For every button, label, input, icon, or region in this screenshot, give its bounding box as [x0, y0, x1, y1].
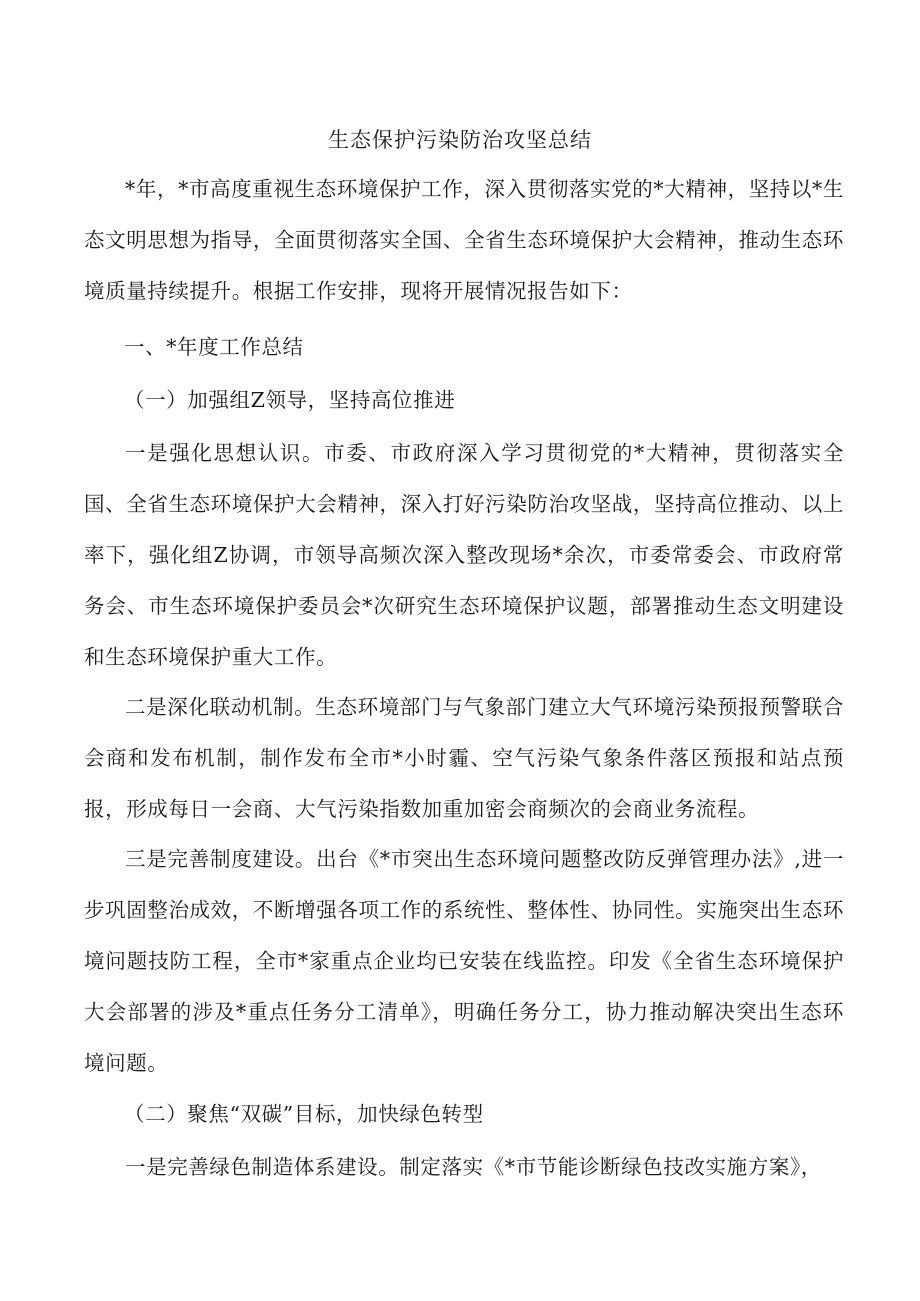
- paragraph-linkage-mechanism: 二是深化联动机制。生态环境部门与气象部门建立大气环境污染预报预警联合会商和发布机制，制作发布全市*小时霾、空气污染气象条件落区预报和站点预报，形成每日一会商、大气污染指数加重加密会商频次的会商业务流程。: [84, 695, 844, 821]
- subsection-heading-1: （一）加强组Z领导，坚持高位推进: [124, 388, 456, 412]
- paragraph-system-building: 三是完善制度建设。出台《*市突出生态环境问题整改防反弹管理办法》,进一步巩固整治成效，不断增强各项工作的系统性、整体性、协同性。实施突出生态环境问题技防工程，全市*家重点企业均已安装在线监控。印发《全省生态环境保护大会部署的涉及*重点任务分工清单》，明确任务分工，协力推动解决突出生态环境问题。: [84, 847, 844, 1075]
- paragraph-strengthen-awareness: 一是强化思想认识。市委、市政府深入学习贯彻党的*大精神，贯彻落实全国、全省生态环境保护大会精神，深入打好污染防治攻坚战，坚持高位推动、以上率下，强化组Z协调，市领导高频次深入整改现场*余次，市委常委会、市政府常务会、市生态环境保护委员会*次研究生态环境保护议题，部署推动生态文明建设和生态环境保护重大工作。: [84, 441, 844, 669]
- section-heading-1: 一、*年度工作总结: [124, 335, 304, 359]
- paragraph-green-manufacturing: 一是完善绿色制造体系建设。制定落实《*市节能诊断绿色技改实施方案》，: [125, 1155, 822, 1179]
- subsection-heading-2: （二）聚焦“双碳”目标，加快绿色转型: [124, 1102, 484, 1126]
- document-title: 生态保护污染防治攻坚总结: [328, 128, 592, 152]
- intro-paragraph: *年，*市高度重视生态环境保护工作，深入贯彻落实党的*大精神，坚持以*生态文明思想为指导，全面贯彻落实全国、全省生态环境保护大会精神，推动生态环境质量持续提升。根据工作安排，现将开展情况报告如下：: [84, 177, 844, 303]
